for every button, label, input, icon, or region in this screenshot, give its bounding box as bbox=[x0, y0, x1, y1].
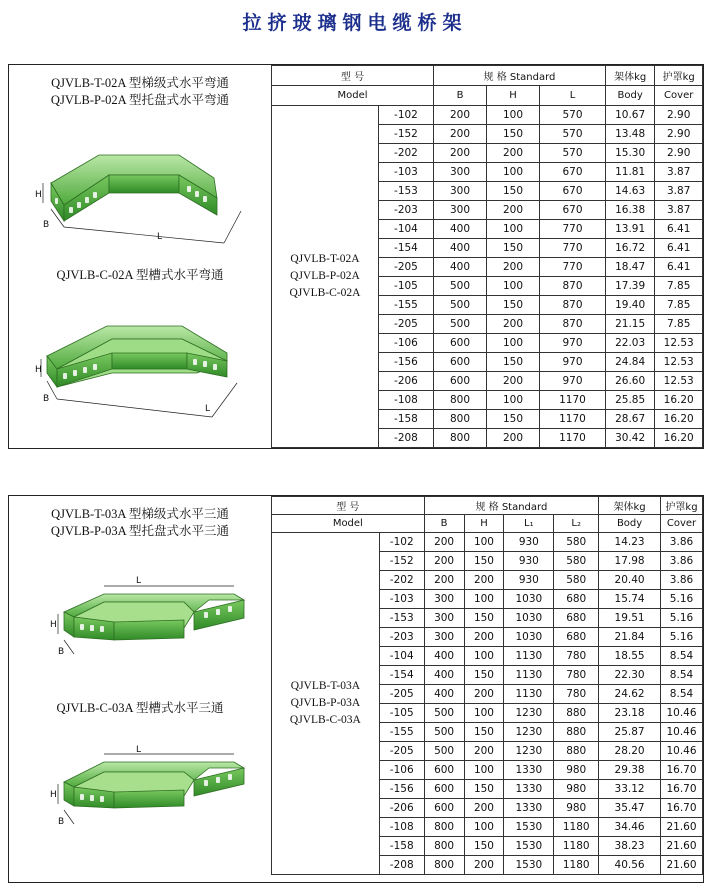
table-cell: 100 bbox=[464, 590, 504, 609]
table-cell: 580 bbox=[554, 533, 599, 552]
caption-line: QJVLB-T-03A 型梯级式水平三通 bbox=[51, 507, 229, 521]
product-illustrations-03a bbox=[9, 496, 271, 882]
header-col-h: H bbox=[464, 515, 504, 533]
table-cell: 400 bbox=[424, 666, 464, 685]
table-cell: 2.90 bbox=[655, 144, 703, 163]
table-cell: 200 bbox=[424, 552, 464, 571]
model-suffix-cell: -105 bbox=[379, 704, 424, 723]
dim-l-label: L bbox=[157, 232, 163, 242]
table-cell: 1170 bbox=[540, 391, 606, 410]
dim-l-label: L bbox=[136, 576, 142, 586]
header-model-cn: 型 号 bbox=[272, 66, 434, 86]
table-cell: 3.87 bbox=[655, 201, 703, 220]
table-cell: 500 bbox=[424, 704, 464, 723]
table-cell: 200 bbox=[464, 742, 504, 761]
table-row bbox=[272, 533, 703, 552]
page-title: 拉挤玻璃钢电缆桥架 bbox=[242, 12, 468, 34]
table-cell: 570 bbox=[540, 125, 606, 144]
table-cell: 200 bbox=[424, 571, 464, 590]
dim-l-label: L bbox=[136, 745, 142, 755]
table-cell: 880 bbox=[554, 723, 599, 742]
table-cell: 19.51 bbox=[599, 609, 661, 628]
table-cell: 580 bbox=[554, 552, 599, 571]
table-cell: 1180 bbox=[554, 818, 599, 837]
table-cell: 1330 bbox=[504, 761, 554, 780]
table-cell: 40.56 bbox=[599, 856, 661, 875]
table-cell: 200 bbox=[487, 258, 540, 277]
table-cell: 200 bbox=[464, 856, 504, 875]
table-cell: 100 bbox=[487, 277, 540, 296]
table-cell: 16.38 bbox=[605, 201, 654, 220]
header-body-en: Body bbox=[605, 86, 654, 106]
table-cell: 980 bbox=[554, 799, 599, 818]
table-cell: 16.20 bbox=[655, 429, 703, 448]
model-suffix-cell: -154 bbox=[378, 239, 433, 258]
table-cell: 38.23 bbox=[599, 837, 661, 856]
table-cell: 680 bbox=[554, 590, 599, 609]
table-cell: 200 bbox=[487, 315, 540, 334]
model-suffix-cell: -156 bbox=[379, 780, 424, 799]
model-suffix-cell: -104 bbox=[379, 647, 424, 666]
table-cell: 25.85 bbox=[605, 391, 654, 410]
spec-block-03a bbox=[8, 495, 704, 883]
dim-b-label: B bbox=[58, 647, 65, 657]
table-cell: 800 bbox=[433, 391, 486, 410]
model-suffix-cell: -158 bbox=[379, 837, 424, 856]
table-cell: 200 bbox=[487, 429, 540, 448]
table-cell: 200 bbox=[464, 685, 504, 704]
model-name: QJVLB-P-03A bbox=[290, 697, 361, 709]
table-cell: 5.16 bbox=[660, 590, 702, 609]
model-suffix-cell: -205 bbox=[378, 258, 433, 277]
table-cell: 18.47 bbox=[605, 258, 654, 277]
table-cell: 5.16 bbox=[660, 609, 702, 628]
table-cell: 100 bbox=[487, 106, 540, 125]
table-cell: 7.85 bbox=[655, 296, 703, 315]
model-suffix-cell: -152 bbox=[378, 125, 433, 144]
table-cell: 1230 bbox=[504, 723, 554, 742]
table-cell: 770 bbox=[540, 258, 606, 277]
table-cell: 100 bbox=[487, 163, 540, 182]
table-cell: 17.39 bbox=[605, 277, 654, 296]
table-cell: 1230 bbox=[504, 704, 554, 723]
header-body-cn: 架体kg bbox=[599, 497, 661, 515]
table-cell: 980 bbox=[554, 761, 599, 780]
table-cell: 100 bbox=[487, 334, 540, 353]
model-suffix-cell: -154 bbox=[379, 666, 424, 685]
model-suffix-cell: -206 bbox=[379, 799, 424, 818]
table-cell: 600 bbox=[433, 353, 486, 372]
table-cell: 930 bbox=[504, 533, 554, 552]
table-cell: 7.85 bbox=[655, 277, 703, 296]
table-cell: 14.23 bbox=[599, 533, 661, 552]
model-suffix-cell: -105 bbox=[378, 277, 433, 296]
table-cell: 8.54 bbox=[660, 685, 702, 704]
table-cell: 12.53 bbox=[655, 334, 703, 353]
table-cell: 20.40 bbox=[599, 571, 661, 590]
model-suffix-cell: -205 bbox=[379, 742, 424, 761]
model-names-cell bbox=[272, 106, 379, 448]
table-cell: 21.15 bbox=[605, 315, 654, 334]
header-col-l2: L₂ bbox=[554, 515, 599, 533]
table-cell: 150 bbox=[464, 552, 504, 571]
table-cell: 17.98 bbox=[599, 552, 661, 571]
model-name: QJVLB-T-02A bbox=[290, 253, 360, 265]
header-body-en: Body bbox=[599, 515, 661, 533]
model-suffix-cell: -108 bbox=[379, 818, 424, 837]
table-cell: 200 bbox=[433, 144, 486, 163]
table-cell: 12.53 bbox=[655, 372, 703, 391]
model-name: QJVLB-C-03A bbox=[289, 714, 361, 726]
header-model-en: Model bbox=[272, 86, 434, 106]
table-cell: 1180 bbox=[554, 856, 599, 875]
table-cell: 150 bbox=[464, 609, 504, 628]
horizontal-elbow-trough-illustration bbox=[37, 301, 262, 421]
table-cell: 16.70 bbox=[660, 780, 702, 799]
table-cell: 150 bbox=[487, 410, 540, 429]
table-cell: 600 bbox=[433, 334, 486, 353]
table-cell: 880 bbox=[554, 704, 599, 723]
table-cell: 670 bbox=[540, 182, 606, 201]
model-suffix-cell: -205 bbox=[378, 315, 433, 334]
table-cell: 770 bbox=[540, 220, 606, 239]
table-cell: 1530 bbox=[504, 856, 554, 875]
table-cell: 3.86 bbox=[660, 571, 702, 590]
table-cell: 600 bbox=[424, 761, 464, 780]
spec-table-03a bbox=[271, 496, 703, 875]
caption-trough-02a: QJVLB-C-02A 型槽式水平弯通 bbox=[56, 268, 224, 282]
table-cell: 10.46 bbox=[660, 704, 702, 723]
header-cover-cn: 护罩kg bbox=[660, 497, 702, 515]
table-cell: 150 bbox=[487, 239, 540, 258]
table-cell: 19.40 bbox=[605, 296, 654, 315]
table-cell: 1330 bbox=[504, 799, 554, 818]
table-cell: 980 bbox=[554, 780, 599, 799]
table-cell: 200 bbox=[433, 106, 486, 125]
table-cell: 780 bbox=[554, 666, 599, 685]
header-body-cn: 架体kg bbox=[605, 66, 654, 86]
model-names-cell bbox=[272, 533, 380, 875]
table-cell: 800 bbox=[424, 837, 464, 856]
header-cover-en: Cover bbox=[660, 515, 702, 533]
table-cell: 100 bbox=[464, 761, 504, 780]
model-suffix-cell: -155 bbox=[379, 723, 424, 742]
table-cell: 21.60 bbox=[660, 818, 702, 837]
table-cell: 1030 bbox=[504, 609, 554, 628]
table-cell: 500 bbox=[433, 296, 486, 315]
table-cell: 30.42 bbox=[605, 429, 654, 448]
table-cell: 24.84 bbox=[605, 353, 654, 372]
model-suffix-cell: -153 bbox=[379, 609, 424, 628]
table-cell: 10.46 bbox=[660, 723, 702, 742]
table-cell: 1530 bbox=[504, 837, 554, 856]
table-cell: 7.85 bbox=[655, 315, 703, 334]
header-spec: 规 格 Standard bbox=[424, 497, 599, 515]
dim-b-label: B bbox=[43, 220, 50, 230]
header-col-l: L bbox=[540, 86, 606, 106]
header-cover-en: Cover bbox=[655, 86, 703, 106]
table-cell: 16.70 bbox=[660, 799, 702, 818]
table-cell: 970 bbox=[540, 334, 606, 353]
table-cell: 28.20 bbox=[599, 742, 661, 761]
table-cell: 1130 bbox=[504, 685, 554, 704]
dim-b-label: B bbox=[58, 817, 65, 827]
table-cell: 15.74 bbox=[599, 590, 661, 609]
model-suffix-cell: -203 bbox=[379, 628, 424, 647]
table-cell: 200 bbox=[487, 201, 540, 220]
table-cell: 6.41 bbox=[655, 220, 703, 239]
model-suffix-cell: -102 bbox=[379, 533, 424, 552]
table-cell: 600 bbox=[433, 372, 486, 391]
table-cell: 33.12 bbox=[599, 780, 661, 799]
table-cell: 1030 bbox=[504, 590, 554, 609]
table-cell: 12.53 bbox=[655, 353, 703, 372]
table-cell: 23.18 bbox=[599, 704, 661, 723]
caption-ladder-tray-03a bbox=[9, 506, 271, 540]
header-col-b: B bbox=[433, 86, 486, 106]
table-cell: 200 bbox=[464, 571, 504, 590]
table-cell: 770 bbox=[540, 239, 606, 258]
table-cell: 800 bbox=[424, 856, 464, 875]
header-col-b: B bbox=[424, 515, 464, 533]
dim-h-label: H bbox=[35, 190, 42, 200]
table-cell: 200 bbox=[487, 372, 540, 391]
table-cell: 35.47 bbox=[599, 799, 661, 818]
table-cell: 22.03 bbox=[605, 334, 654, 353]
table-cell: 930 bbox=[504, 571, 554, 590]
table-cell: 570 bbox=[540, 144, 606, 163]
table-cell: 16.72 bbox=[605, 239, 654, 258]
table-cell: 400 bbox=[424, 685, 464, 704]
table-cell: 2.90 bbox=[655, 106, 703, 125]
table-cell: 400 bbox=[433, 258, 486, 277]
table-cell: 24.62 bbox=[599, 685, 661, 704]
spec-table-02a bbox=[271, 65, 703, 448]
model-suffix-cell: -158 bbox=[378, 410, 433, 429]
table-cell: 29.38 bbox=[599, 761, 661, 780]
table-cell: 1530 bbox=[504, 818, 554, 837]
table-cell: 2.90 bbox=[655, 125, 703, 144]
header-cover-cn: 护罩kg bbox=[655, 66, 703, 86]
table-cell: 150 bbox=[464, 723, 504, 742]
spec-block-02a bbox=[8, 64, 704, 449]
table-cell: 100 bbox=[464, 704, 504, 723]
table-cell: 150 bbox=[464, 666, 504, 685]
table-cell: 1130 bbox=[504, 666, 554, 685]
table-row bbox=[272, 106, 703, 125]
table-cell: 300 bbox=[424, 628, 464, 647]
table-cell: 870 bbox=[540, 315, 606, 334]
table-cell: 970 bbox=[540, 353, 606, 372]
table-cell: 26.60 bbox=[605, 372, 654, 391]
model-name: QJVLB-C-02A bbox=[289, 287, 361, 299]
model-suffix-cell: -203 bbox=[378, 201, 433, 220]
table-cell: 680 bbox=[554, 609, 599, 628]
table-cell: 16.20 bbox=[655, 391, 703, 410]
table-cell: 3.87 bbox=[655, 163, 703, 182]
table-cell: 14.63 bbox=[605, 182, 654, 201]
dim-h-label: H bbox=[50, 790, 57, 800]
caption-line: QJVLB-P-03A 型托盘式水平三通 bbox=[50, 524, 230, 538]
table-cell: 1230 bbox=[504, 742, 554, 761]
table-cell: 10.67 bbox=[605, 106, 654, 125]
model-suffix-cell: -104 bbox=[378, 220, 433, 239]
table-cell: 200 bbox=[464, 628, 504, 647]
table-cell: 600 bbox=[424, 780, 464, 799]
table-cell: 670 bbox=[540, 201, 606, 220]
table-cell: 25.87 bbox=[599, 723, 661, 742]
table-cell: 780 bbox=[554, 647, 599, 666]
table-cell: 8.54 bbox=[660, 647, 702, 666]
table-cell: 5.16 bbox=[660, 628, 702, 647]
table-cell: 100 bbox=[487, 220, 540, 239]
caption-trough-03a: QJVLB-C-03A 型槽式水平三通 bbox=[56, 701, 224, 715]
table-cell: 670 bbox=[540, 163, 606, 182]
table-cell: 500 bbox=[433, 277, 486, 296]
product-illustrations-02a bbox=[9, 65, 271, 448]
model-suffix-cell: -103 bbox=[378, 163, 433, 182]
table-cell: 800 bbox=[433, 410, 486, 429]
table-cell: 300 bbox=[433, 182, 486, 201]
table-cell: 400 bbox=[424, 647, 464, 666]
table-cell: 300 bbox=[433, 163, 486, 182]
table-cell: 800 bbox=[433, 429, 486, 448]
header-model-cn: 型 号 bbox=[272, 497, 425, 515]
table-cell: 150 bbox=[464, 780, 504, 799]
table-cell: 13.48 bbox=[605, 125, 654, 144]
table-cell: 600 bbox=[424, 799, 464, 818]
table-cell: 10.46 bbox=[660, 742, 702, 761]
horizontal-tee-trough-illustration bbox=[44, 744, 254, 834]
table-cell: 870 bbox=[540, 296, 606, 315]
table-cell: 930 bbox=[504, 552, 554, 571]
table-cell: 34.46 bbox=[599, 818, 661, 837]
model-suffix-cell: -208 bbox=[379, 856, 424, 875]
table-cell: 150 bbox=[487, 353, 540, 372]
table-cell: 680 bbox=[554, 628, 599, 647]
table-cell: 870 bbox=[540, 277, 606, 296]
table-cell: 1170 bbox=[540, 429, 606, 448]
table-cell: 400 bbox=[433, 239, 486, 258]
table-cell: 18.55 bbox=[599, 647, 661, 666]
table-cell: 21.60 bbox=[660, 856, 702, 875]
model-suffix-cell: -103 bbox=[379, 590, 424, 609]
header-spec: 规 格 Standard bbox=[433, 66, 605, 86]
model-suffix-cell: -156 bbox=[378, 353, 433, 372]
model-suffix-cell: -202 bbox=[378, 144, 433, 163]
table-cell: 780 bbox=[554, 685, 599, 704]
table-cell: 200 bbox=[433, 125, 486, 144]
table-cell: 21.60 bbox=[660, 837, 702, 856]
table-cell: 28.67 bbox=[605, 410, 654, 429]
table-cell: 150 bbox=[487, 296, 540, 315]
table-cell: 970 bbox=[540, 372, 606, 391]
table-cell: 1030 bbox=[504, 628, 554, 647]
table-cell: 200 bbox=[424, 533, 464, 552]
caption-line: QJVLB-P-02A 型托盘式水平弯通 bbox=[50, 93, 230, 107]
dim-l-label: L bbox=[205, 404, 211, 414]
table-cell: 500 bbox=[424, 742, 464, 761]
table-cell: 100 bbox=[464, 818, 504, 837]
model-suffix-cell: -153 bbox=[378, 182, 433, 201]
model-suffix-cell: -102 bbox=[378, 106, 433, 125]
table-cell: 13.91 bbox=[605, 220, 654, 239]
table-cell: 6.41 bbox=[655, 258, 703, 277]
table-cell: 300 bbox=[424, 609, 464, 628]
table-cell: 1130 bbox=[504, 647, 554, 666]
table-cell: 400 bbox=[433, 220, 486, 239]
table-cell: 100 bbox=[464, 647, 504, 666]
model-name: QJVLB-P-02A bbox=[290, 270, 360, 282]
model-name: QJVLB-T-03A bbox=[290, 680, 360, 692]
header-model-en: Model bbox=[272, 515, 425, 533]
model-suffix-cell: -206 bbox=[378, 372, 433, 391]
table-cell: 3.87 bbox=[655, 182, 703, 201]
table-cell: 100 bbox=[464, 533, 504, 552]
horizontal-elbow-ladder-illustration bbox=[29, 143, 259, 248]
table-cell: 150 bbox=[464, 837, 504, 856]
model-suffix-cell: -208 bbox=[378, 429, 433, 448]
horizontal-tee-ladder-illustration bbox=[44, 572, 254, 667]
table-cell: 200 bbox=[487, 144, 540, 163]
caption-line: QJVLB-T-02A 型梯级式水平弯通 bbox=[51, 76, 229, 90]
table-cell: 500 bbox=[433, 315, 486, 334]
caption-ladder-tray-02a bbox=[9, 75, 271, 109]
table-cell: 300 bbox=[433, 201, 486, 220]
table-cell: 200 bbox=[464, 799, 504, 818]
table-cell: 1330 bbox=[504, 780, 554, 799]
model-suffix-cell: -205 bbox=[379, 685, 424, 704]
table-cell: 300 bbox=[424, 590, 464, 609]
dim-b-label: B bbox=[43, 394, 50, 404]
table-cell: 570 bbox=[540, 106, 606, 125]
table-cell: 3.86 bbox=[660, 533, 702, 552]
table-cell: 800 bbox=[424, 818, 464, 837]
table-cell: 15.30 bbox=[605, 144, 654, 163]
header-col-h: H bbox=[487, 86, 540, 106]
table-cell: 880 bbox=[554, 742, 599, 761]
table-cell: 150 bbox=[487, 182, 540, 201]
model-suffix-cell: -108 bbox=[378, 391, 433, 410]
table-cell: 6.41 bbox=[655, 239, 703, 258]
table-cell: 1170 bbox=[540, 410, 606, 429]
table-cell: 500 bbox=[424, 723, 464, 742]
table-cell: 8.54 bbox=[660, 666, 702, 685]
table-cell: 16.20 bbox=[655, 410, 703, 429]
table-cell: 22.30 bbox=[599, 666, 661, 685]
dim-h-label: H bbox=[35, 365, 42, 375]
model-suffix-cell: -155 bbox=[378, 296, 433, 315]
model-suffix-cell: -202 bbox=[379, 571, 424, 590]
model-suffix-cell: -106 bbox=[379, 761, 424, 780]
table-cell: 150 bbox=[487, 125, 540, 144]
model-suffix-cell: -106 bbox=[378, 334, 433, 353]
table-cell: 21.84 bbox=[599, 628, 661, 647]
table-cell: 11.81 bbox=[605, 163, 654, 182]
header-col-l1: L₁ bbox=[504, 515, 554, 533]
dim-h-label: H bbox=[50, 620, 57, 630]
model-suffix-cell: -152 bbox=[379, 552, 424, 571]
table-cell: 3.86 bbox=[660, 552, 702, 571]
table-cell: 100 bbox=[487, 391, 540, 410]
table-cell: 1180 bbox=[554, 837, 599, 856]
table-cell: 580 bbox=[554, 571, 599, 590]
table-cell: 16.70 bbox=[660, 761, 702, 780]
